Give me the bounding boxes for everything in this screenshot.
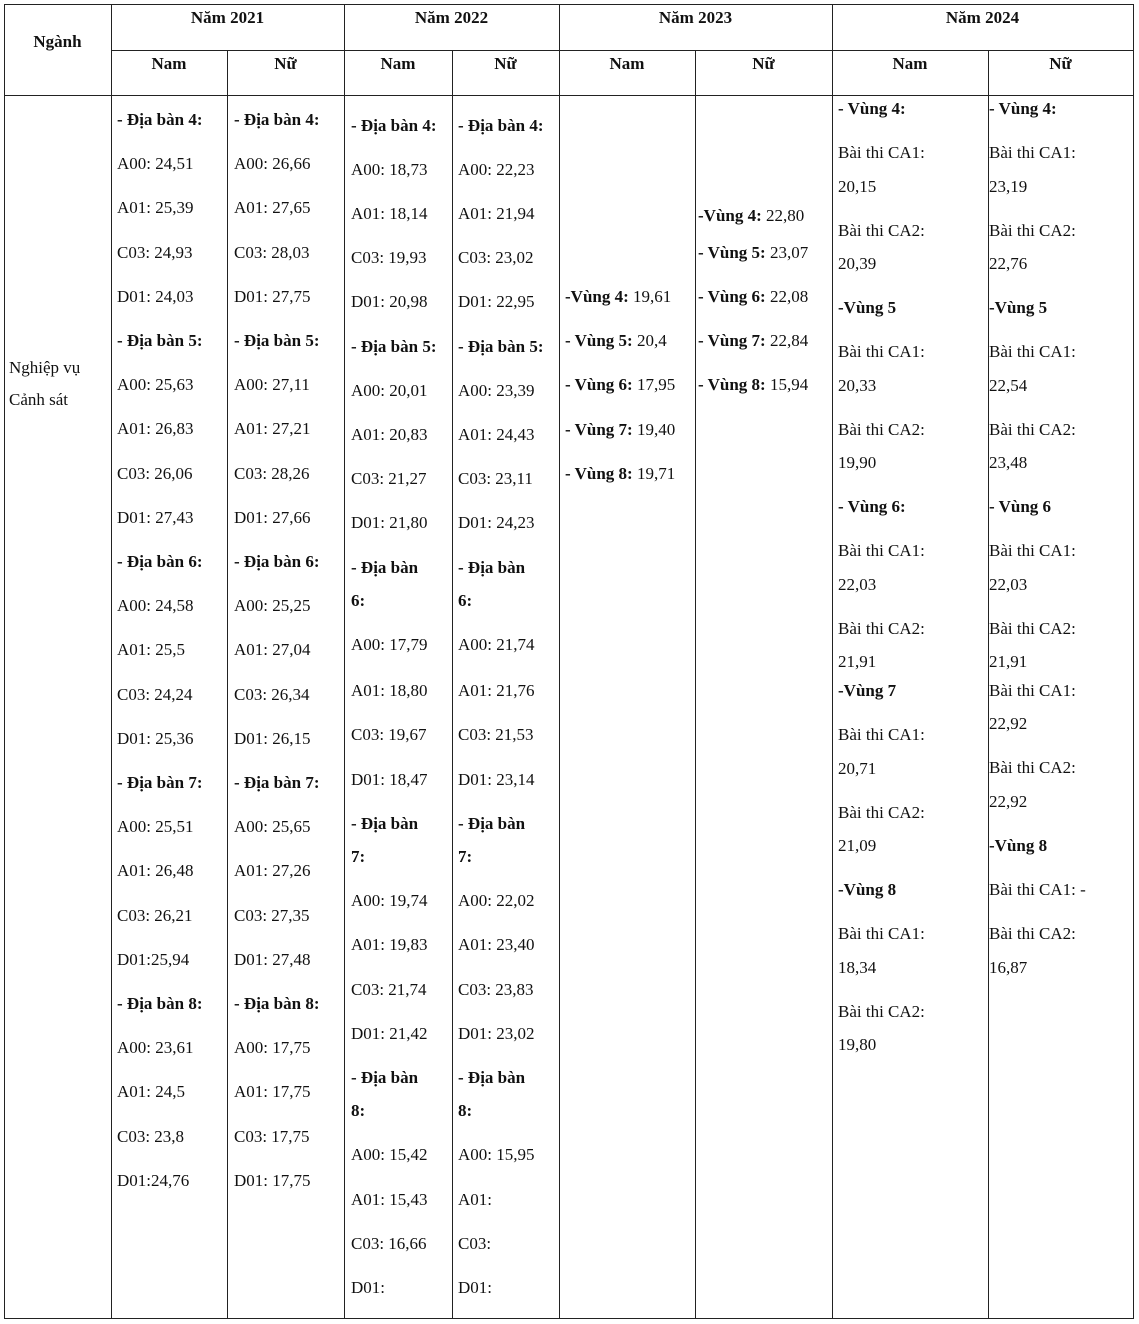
cell-line: A00: 15,42 — [351, 1145, 428, 1164]
cell-line: - Vùng 4: — [838, 99, 906, 118]
cell-line: A01: 21,76 — [458, 681, 535, 700]
cell-line: - Địa bàn — [458, 1068, 526, 1087]
cell-line: Bài thi CA1: — [989, 541, 1076, 560]
cell-line: A00: 25,51 — [117, 817, 194, 837]
cell-line: - Địa bàn 8: — [234, 994, 320, 1013]
cell-line: 22,54 — [989, 376, 1028, 395]
cell-line: C03: — [458, 1234, 492, 1253]
cell-line: 18,34 — [838, 958, 877, 977]
cell-line: Bài thi CA2: — [989, 221, 1076, 240]
cell-line: - Vùng 7: 19,40 — [565, 420, 676, 439]
header-year-2022: Năm 2022 — [414, 8, 489, 27]
cell-line: Bài thi CA2: — [989, 758, 1076, 777]
cell-line: D01: 17,75 — [234, 1170, 311, 1190]
cell-line: Bài thi CA1: — [989, 681, 1076, 700]
cell-line: -Vùng 7 — [838, 681, 897, 700]
cell-line: A00: 23,61 — [117, 1038, 194, 1058]
cell-line: D01: 27,75 — [234, 286, 311, 306]
cell-line: D01: 25,36 — [117, 728, 194, 748]
cell-line: 23,48 — [989, 453, 1028, 472]
cell-line: Bài thi CA1: — [838, 342, 925, 361]
cell-line: C03: 23,8 — [117, 1126, 185, 1146]
cell-line: A01: 24,5 — [117, 1082, 185, 1102]
cell-line: Bài thi CA1: - — [989, 880, 1086, 899]
cell-line: C03: 23,11 — [458, 469, 533, 488]
cell-line: 20,39 — [838, 254, 877, 273]
header-year-2024: Năm 2024 — [945, 8, 1020, 27]
cell-line: A01: 25,39 — [117, 198, 194, 218]
cell-line: - Địa bàn 6: — [234, 552, 320, 571]
cell-line: A00: 17,79 — [351, 635, 428, 654]
cell-line: A00: 17,75 — [234, 1038, 311, 1058]
cell-line: A01: 19,83 — [351, 935, 428, 954]
cell-line: - Vùng 6: — [838, 497, 906, 516]
cell-line: 22,76 — [989, 254, 1028, 273]
cell-line: A01: 23,40 — [458, 935, 535, 954]
cell-line: A00: 21,74 — [458, 635, 535, 654]
cell-line: A00: 20,01 — [351, 381, 428, 400]
header-nu-2024: Nữ — [1049, 54, 1072, 73]
header-nam-2021: Nam — [151, 54, 187, 73]
header-nam-2023: Nam — [609, 54, 645, 73]
cell-line: D01:24,76 — [117, 1170, 190, 1190]
cell-line: C03: 24,93 — [117, 242, 193, 262]
cell-line: C03: 28,03 — [234, 242, 310, 262]
cell-line: D01: 26,15 — [234, 728, 311, 748]
cell-line: A00: 18,73 — [351, 160, 428, 179]
cell-line: C03: 23,02 — [458, 248, 534, 267]
cell-line: Bài thi CA2: — [989, 924, 1076, 943]
cell-line: - Địa bàn 4: — [117, 110, 203, 129]
header-nam-2022: Nam — [380, 54, 416, 73]
nganh-line-2: Cảnh sát — [9, 390, 69, 409]
cell-line: -Vùng 5 — [838, 298, 897, 317]
cell-line: D01: 18,47 — [351, 770, 428, 789]
cell-line: Bài thi CA1: — [838, 924, 925, 943]
cell-line: A01: — [458, 1190, 492, 1209]
cell-line: C03: 27,35 — [234, 905, 310, 925]
cell-line: Bài thi CA2: — [838, 803, 925, 822]
cell-line: D01: 22,95 — [458, 292, 535, 311]
cell-line: D01: — [458, 1278, 492, 1297]
cell-line: C03: 26,34 — [234, 684, 310, 704]
cell-line: 23,19 — [989, 177, 1028, 196]
header-nganh: Ngành — [33, 32, 82, 51]
cell-line: 8: — [351, 1101, 366, 1120]
cell-line: C03: 16,66 — [351, 1234, 427, 1253]
cell-line: 22,03 — [838, 575, 877, 594]
cell-line: - Địa bàn — [458, 814, 526, 833]
cell-line: 8: — [458, 1101, 473, 1120]
cell-line: D01: 24,03 — [117, 286, 194, 306]
cell-line: A01: 27,26 — [234, 861, 311, 881]
cell-line: Bài thi CA1: — [989, 342, 1076, 361]
cell-line: A01: 15,43 — [351, 1190, 428, 1209]
cell-line: Bài thi CA2: — [838, 1002, 925, 1021]
cell-line: - Địa bàn 4: — [458, 116, 544, 135]
cell-line: 6: — [458, 591, 473, 610]
cell-line: 22,92 — [989, 714, 1028, 733]
cell-line: Bài thi CA2: — [838, 221, 925, 240]
cell-line: 22,03 — [989, 575, 1028, 594]
cell-line: - Vùng 6: 17,95 — [565, 375, 676, 394]
cell-line: C03: 23,83 — [458, 980, 534, 999]
cell-line: 20,71 — [838, 759, 877, 778]
cell-line: 7: — [458, 847, 473, 866]
cell-line: - Địa bàn — [351, 814, 419, 833]
cell-line: 6: — [351, 591, 366, 610]
cell-line: C03: 19,93 — [351, 248, 427, 267]
cell-line: - Vùng 5: 23,07 — [698, 243, 809, 262]
header-nu-2023: Nữ — [752, 54, 775, 73]
cell-line: A01: 18,80 — [351, 681, 428, 700]
cell-line: - Địa bàn 5: — [351, 337, 437, 356]
cell-line: 7: — [351, 847, 366, 866]
cell-line: A00: 26,66 — [234, 154, 311, 174]
cell-line: - Vùng 7: 22,84 — [698, 331, 809, 350]
cell-line: A01: 17,75 — [234, 1082, 311, 1102]
cell-line: A00: 24,58 — [117, 596, 194, 616]
cell-line: Bài thi CA2: — [989, 619, 1076, 638]
cell-line: 22,92 — [989, 792, 1028, 811]
cell-line: 21,91 — [838, 652, 877, 671]
cell-line: - Địa bàn 7: — [117, 773, 203, 792]
cell-line: -Vùng 4: 22,80 — [698, 206, 805, 225]
cell-line: C03: 26,06 — [117, 463, 193, 483]
cell-line: A00: 15,95 — [458, 1145, 535, 1164]
cell-line: A00: 25,25 — [234, 596, 311, 616]
cell-line: C03: 21,74 — [351, 980, 427, 999]
cell-line: A00: 25,63 — [117, 375, 194, 395]
cell-line: D01: — [351, 1278, 385, 1297]
cell-line: -Vùng 5 — [989, 298, 1048, 317]
cell-line: A01: 21,94 — [458, 204, 535, 223]
cell-line: C03: 17,75 — [234, 1126, 310, 1146]
cell-line: D01: 27,66 — [234, 507, 311, 527]
cell-line: D01: 24,23 — [458, 513, 535, 532]
cell-line: Bài thi CA1: — [838, 725, 925, 744]
cell-line: D01: 20,98 — [351, 292, 428, 311]
cell-line: -Vùng 8 — [838, 880, 897, 899]
cell-line: C03: 21,27 — [351, 469, 427, 488]
cell-line: - Vùng 6: 22,08 — [698, 287, 809, 306]
cell-line: - Địa bàn — [458, 558, 526, 577]
cell-line: D01: 21,42 — [351, 1024, 428, 1043]
cell-line: - Vùng 6 — [989, 497, 1052, 516]
cell-line: - Địa bàn 5: — [117, 331, 203, 350]
cell-line: - Địa bàn 5: — [234, 331, 320, 350]
cell-line: 16,87 — [989, 958, 1028, 977]
cell-line: D01:25,94 — [117, 949, 190, 969]
cell-line: A00: 19,74 — [351, 891, 428, 910]
cell-line: A00: 25,65 — [234, 817, 311, 837]
cell-line: D01: 23,14 — [458, 770, 535, 789]
cell-line: Bài thi CA1: — [989, 143, 1076, 162]
cell-line: Bài thi CA2: — [838, 420, 925, 439]
cell-line: 19,80 — [838, 1035, 877, 1054]
cell-line: A01: 27,04 — [234, 640, 311, 660]
cell-line: - Địa bàn 4: — [234, 110, 320, 129]
cell-line: 21,09 — [838, 836, 877, 855]
cell-line: C03: 21,53 — [458, 725, 534, 744]
cell-line: 19,90 — [838, 453, 877, 472]
cell-line: A01: 26,48 — [117, 861, 194, 881]
cell-line: Bài thi CA1: — [838, 143, 925, 162]
cell-line: - Địa bàn — [351, 558, 419, 577]
cell-line: -Vùng 8 — [989, 836, 1048, 855]
cell-line: - Địa bàn 6: — [117, 552, 203, 571]
cell-line: A01: 18,14 — [351, 204, 428, 223]
cell-line: 21,91 — [989, 652, 1028, 671]
cell-line: A01: 24,43 — [458, 425, 535, 444]
cell-line: - Vùng 5: 20,4 — [565, 331, 667, 350]
header-nu-2021: Nữ — [274, 54, 297, 73]
cell-line: A01: 25,5 — [117, 640, 185, 660]
cell-line: D01: 27,43 — [117, 507, 194, 527]
cell-line: C03: 24,24 — [117, 684, 193, 704]
cell-line: 20,15 — [838, 177, 877, 196]
cell-line: A01: 26,83 — [117, 419, 194, 439]
cell-line: C03: 19,67 — [351, 725, 427, 744]
cell-line: D01: 27,48 — [234, 949, 311, 969]
cell-line: C03: 26,21 — [117, 905, 193, 925]
cell-line: D01: 21,80 — [351, 513, 428, 532]
cell-line: - Địa bàn 5: — [458, 337, 544, 356]
cell-line: D01: 23,02 — [458, 1024, 535, 1043]
cell-line: A01: 27,65 — [234, 198, 311, 218]
header-year-2023: Năm 2023 — [658, 8, 733, 27]
cell-line: A00: 24,51 — [117, 154, 194, 174]
nganh-line-1: Nghiệp vụ — [9, 358, 81, 377]
cell-line: Bài thi CA2: — [989, 420, 1076, 439]
header-nu-2022: Nữ — [494, 54, 517, 73]
cell-line: Bài thi CA2: — [838, 619, 925, 638]
cell-line: - Địa bàn 8: — [117, 994, 203, 1013]
cell-line: A01: 20,83 — [351, 425, 428, 444]
cell-line: - Vùng 8: 15,94 — [698, 375, 809, 394]
cell-line: A00: 23,39 — [458, 381, 535, 400]
cell-line: - Địa bàn 7: — [234, 773, 320, 792]
cell-line: - Vùng 4: — [989, 99, 1057, 118]
cell-line: A00: 22,23 — [458, 160, 535, 179]
cell-line: - Địa bàn 4: — [351, 116, 437, 135]
cell-line: - Địa bàn — [351, 1068, 419, 1087]
cell-line: A00: 22,02 — [458, 891, 535, 910]
cell-line: - Vùng 8: 19,71 — [565, 464, 676, 483]
cell-line: A01: 27,21 — [234, 419, 311, 439]
header-year-2021: Năm 2021 — [190, 8, 265, 27]
cell-line: Bài thi CA1: — [838, 541, 925, 560]
cell-line: -Vùng 4: 19,61 — [565, 287, 672, 306]
cell-line: A00: 27,11 — [234, 375, 310, 395]
cell-line: C03: 28,26 — [234, 463, 310, 483]
cell-line: 20,33 — [838, 376, 877, 395]
header-nam-2024: Nam — [892, 54, 928, 73]
